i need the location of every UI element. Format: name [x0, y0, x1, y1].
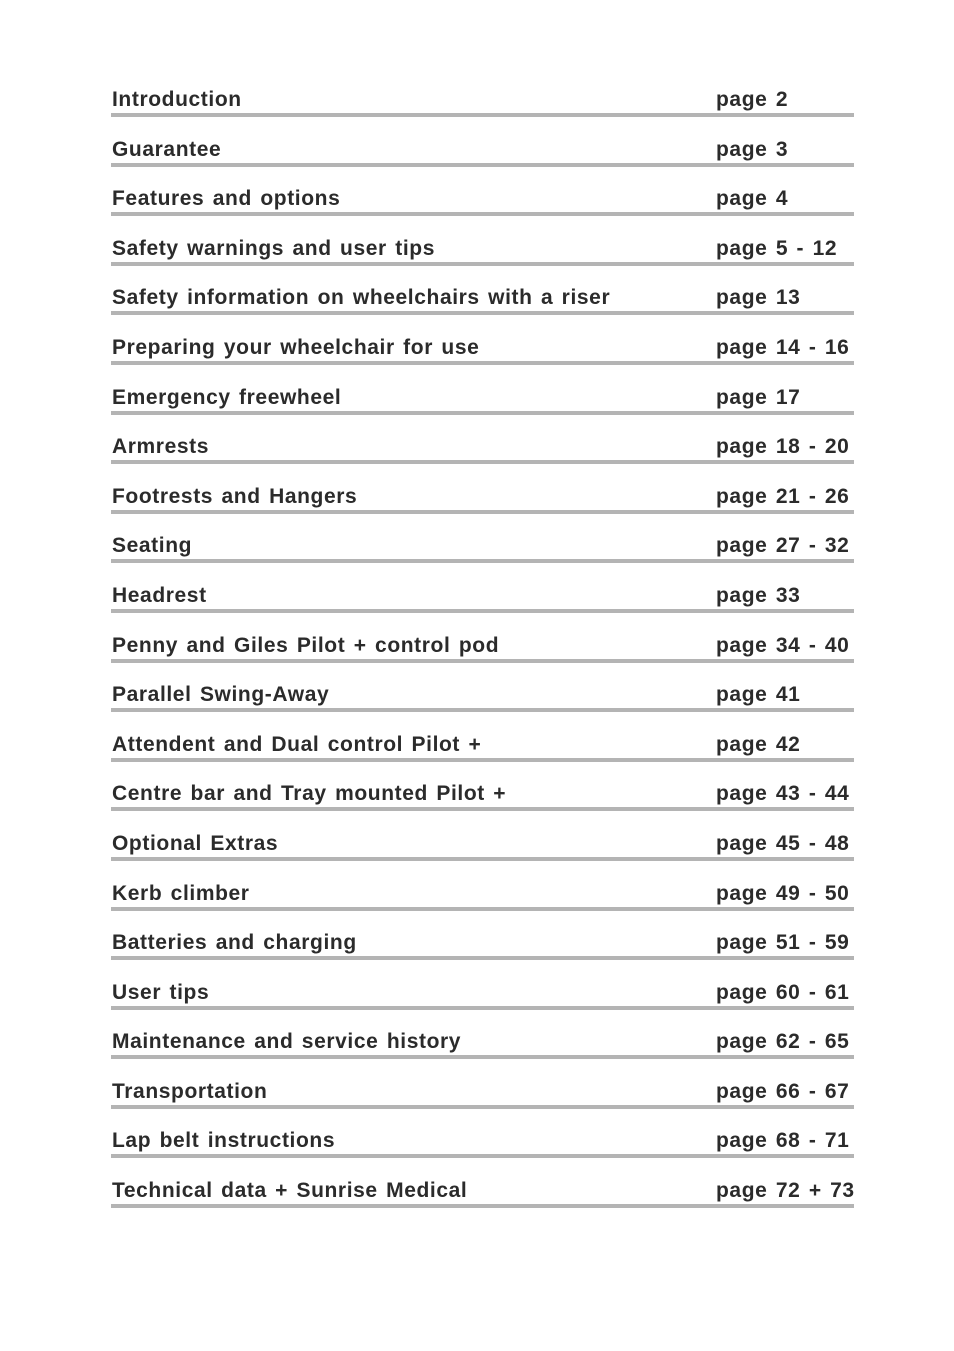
toc-entry-page: page 43 - 44: [716, 782, 850, 806]
toc-entry[interactable]: [111, 1022, 854, 1072]
toc-entry-title: Safety warnings and user tips: [112, 236, 435, 260]
toc-entry[interactable]: [111, 626, 854, 676]
toc-entry-title: Emergency freewheel: [112, 385, 342, 409]
toc-divider: [111, 1006, 854, 1010]
toc-divider: [111, 361, 854, 365]
toc-divider: [111, 758, 854, 762]
toc-entry-page: page 60 - 61: [716, 980, 850, 1004]
toc-entry[interactable]: [111, 1121, 854, 1171]
toc-entry[interactable]: [111, 328, 854, 378]
toc-entry[interactable]: [111, 675, 854, 725]
toc-entry-page: page 27 - 32: [716, 534, 850, 558]
toc-entry-page: page 42: [716, 732, 801, 756]
toc-entry-title: Kerb climber: [112, 881, 250, 905]
toc-divider: [111, 956, 854, 960]
toc-entry[interactable]: [111, 1072, 854, 1122]
toc-entry-page: page 5 - 12: [716, 236, 838, 260]
toc-entry-page: page 2: [716, 88, 789, 111]
toc-divider: [111, 510, 854, 514]
toc-divider: [111, 1105, 854, 1109]
toc-entry-title: Lap belt instructions: [112, 1129, 336, 1153]
toc-entry-title: Technical data + Sunrise Medical: [112, 1179, 468, 1203]
toc-entry-page: page 62 - 65: [716, 1030, 850, 1054]
toc-divider: [111, 460, 854, 464]
toc-entry-page: page 66 - 67: [716, 1079, 850, 1103]
toc-divider: [111, 559, 854, 563]
toc-entry-page: page 4: [716, 187, 789, 211]
toc-entry-page: page 18 - 20: [716, 435, 850, 459]
toc-entry-title: Attendent and Dual control Pilot +: [112, 732, 482, 756]
toc-entry-page: page 51 - 59: [716, 931, 850, 955]
toc-entry-page: page 72 + 73: [716, 1179, 855, 1203]
toc-divider: [111, 212, 854, 216]
toc-entry-page: page 33: [716, 583, 801, 607]
toc-entry[interactable]: [111, 1171, 854, 1221]
toc-entry[interactable]: [111, 427, 854, 477]
toc-entry-title: Transportation: [112, 1079, 268, 1103]
toc-entry-title: Safety information on wheelchairs with a riser: [112, 286, 611, 310]
toc-divider: [111, 311, 854, 315]
toc-entry[interactable]: [111, 130, 854, 180]
toc-entry-title: Parallel Swing-Away: [112, 683, 330, 707]
toc-entry-page: page 14 - 16: [716, 335, 850, 359]
toc-divider: [111, 659, 854, 663]
toc-entry-page: page 21 - 26: [716, 484, 850, 508]
toc-entry[interactable]: [111, 774, 854, 824]
toc-entry-title: Centre bar and Tray mounted Pilot +: [112, 782, 507, 806]
toc-entry[interactable]: [111, 824, 854, 874]
toc-entry-title: Preparing your wheelchair for use: [112, 335, 480, 359]
toc-divider: [111, 857, 854, 861]
toc-entry-page: page 13: [716, 286, 801, 310]
toc-entry-title: Introduction: [112, 88, 242, 111]
toc-entry-title: User tips: [112, 980, 210, 1004]
toc-entry[interactable]: [111, 874, 854, 924]
toc-divider: [111, 609, 854, 613]
toc-entry[interactable]: [111, 278, 854, 328]
toc-entry-page: page 17: [716, 385, 801, 409]
table-of-contents: [111, 80, 854, 1221]
toc-divider: [111, 262, 854, 266]
toc-entry[interactable]: [111, 477, 854, 527]
toc-divider: [111, 163, 854, 167]
toc-entry[interactable]: [111, 725, 854, 775]
toc-entry[interactable]: [111, 576, 854, 626]
toc-entry-title: Footrests and Hangers: [112, 484, 358, 508]
toc-entry[interactable]: [111, 923, 854, 973]
toc-entry[interactable]: [111, 80, 854, 130]
toc-entry[interactable]: [111, 179, 854, 229]
toc-entry-page: page 68 - 71: [716, 1129, 850, 1153]
toc-divider: [111, 113, 854, 117]
toc-entry-title: Armrests: [112, 435, 210, 459]
toc-entry-title: Features and options: [112, 187, 341, 211]
toc-divider: [111, 708, 854, 712]
toc-entry-title: Optional Extras: [112, 831, 279, 855]
toc-divider: [111, 1154, 854, 1158]
toc-entry[interactable]: [111, 973, 854, 1023]
toc-entry-title: Penny and Giles Pilot + control pod: [112, 633, 500, 657]
toc-entry[interactable]: [111, 378, 854, 428]
toc-divider: [111, 907, 854, 911]
toc-entry-title: Headrest: [112, 583, 207, 607]
toc-entry-page: page 45 - 48: [716, 831, 850, 855]
toc-divider: [111, 1204, 854, 1208]
toc-entry-page: page 3: [716, 137, 789, 161]
toc-divider: [111, 807, 854, 811]
toc-entry[interactable]: [111, 229, 854, 279]
toc-entry-page: page 49 - 50: [716, 881, 850, 905]
toc-entry-page: page 41: [716, 683, 801, 707]
toc-divider: [111, 1055, 854, 1059]
toc-entry-title: Seating: [112, 534, 193, 558]
toc-divider: [111, 411, 854, 415]
toc-entry-title: Maintenance and service history: [112, 1030, 462, 1054]
toc-entry-title: Guarantee: [112, 137, 222, 161]
toc-entry-page: page 34 - 40: [716, 633, 850, 657]
toc-entry-title: Batteries and charging: [112, 931, 357, 955]
toc-entry[interactable]: [111, 526, 854, 576]
